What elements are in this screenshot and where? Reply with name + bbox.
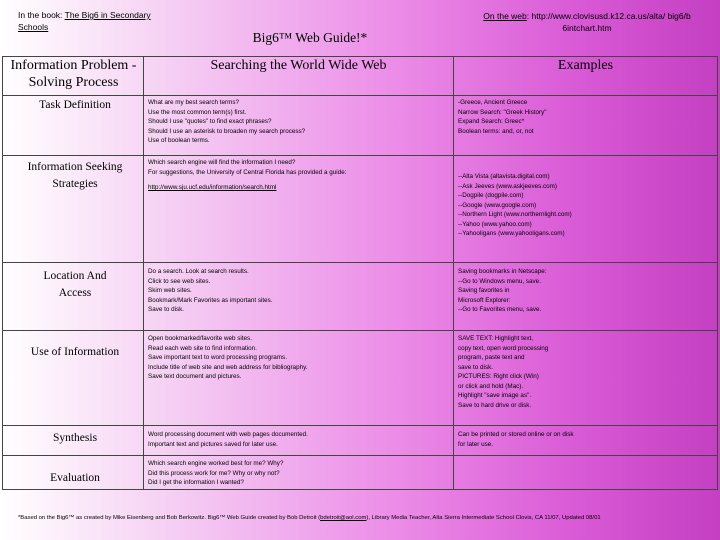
row-label-information-seeking-strategies: Information Seeking Strategies [27,161,123,190]
on-the-web-label: On the web [483,11,527,21]
examples-cell: --Alta Vista (altavista.digital.com) --Ask Jeeves (www.askjeeves.com) --Dogpile (dogpile.com) --Google (www.google.com) --Northern Light (www.northernlight.com) --Yahoo (www.yahoo.com) --Yahooligans (www.yahooligans.com) [458,173,572,237]
row-label-location-and-access: Location And Access [43,270,107,299]
row-label-evaluation: Evaluation [50,472,100,484]
row-divider [2,95,718,96]
row-divider [2,455,718,456]
row-divider [2,425,718,426]
search-cell: Which search engine will find the information I need? For suggestions, the University of Central Florida has provided a guide: http://www.sju.ucf.edu/information/search.html [148,158,448,193]
header-searching: Searching the World Wide Web [210,58,387,73]
author-email-link[interactable]: bdetroit@aol.com [320,515,367,521]
column-divider [143,56,144,489]
page-title: Big6™ Web Guide!* [252,30,368,45]
ucf-guide-link[interactable]: http://www.sju.ucf.edu/information/search.html [148,184,277,191]
header-process: Information Problem -Solving Process [10,58,137,90]
header-examples: Examples [557,58,614,73]
book-reference: In the book: The Big6 in Secondary Schools [18,10,151,32]
examples-cell: -Greece, Ancient Greece Narrow Search: "Greek History" Expand Search: Greec* Boolean terms: and, or, not [458,99,547,135]
row-label-synthesis: Synthesis [52,432,98,444]
table-border-left [2,56,3,489]
search-cell: Word processing document with web pages documented. Important text and pictures saved for later use. [148,431,308,448]
column-divider [453,56,454,489]
examples-cell: Can be printed or stored online or on disk for later use. [458,431,574,448]
table-border-right [717,56,718,489]
table-border-bottom [2,489,718,490]
row-divider [2,330,718,331]
row-label-task-definition: Task Definition [39,99,111,111]
examples-cell: SAVE TEXT: Highlight text, copy text, open word processing program, paste text and save to disk. PICTURES: Right click (Win) or click and hold (Mac). Highlight "save image as". Save to hard drive or disk. [458,335,549,409]
row-divider [2,262,718,263]
book-link[interactable]: The Big6 in Secondary Schools [18,10,151,32]
examples-cell: Saving bookmarks in Netscape: --Go to Windows menu, save. Saving favorites in Microsoft Explorer: --Go to Favorites menu, save. [458,268,547,313]
web-url[interactable]: : http://www.clovisusd.k12.ca.us/alta/ big6/b 6intchart.htm [526,11,691,33]
search-cell: Open bookmarked/favorite web sites. Read each web site to find information. Save important text to word processing programs. Include title of web site and web address for bibliography. Save text document and pictures. [148,335,308,380]
footer-credit: *Based on the Big6™ as created by Mike Eisenberg and Bob Berkowitz. Big6™ Web Guide created by Bob Detroit (bdetroit@aol.com), Library Media Teacher, Alta Sierra Intermediate School Clovis, CA 11/07, Updated 08/01 [18,515,601,521]
row-label-use-of-information: Use of Information [30,346,120,358]
search-cell: What are my best search terms? Use the most common term(s) first. Should I use "quotes" to find exact phrases? Should I use an asterisk to broaden my search process? Use of boolean terms. [148,99,306,144]
search-cell: Do a search. Look at search results. Click to see web sites. Skim web sites. Bookmark/Mark Favorites as important sites. Save to disk. [148,268,273,313]
search-cell: Which search engine worked best for me? Why? Did this process work for me? Why or why not? Did I get the information I wanted? [148,460,284,486]
web-reference [462,10,712,34]
row-divider [2,155,718,156]
